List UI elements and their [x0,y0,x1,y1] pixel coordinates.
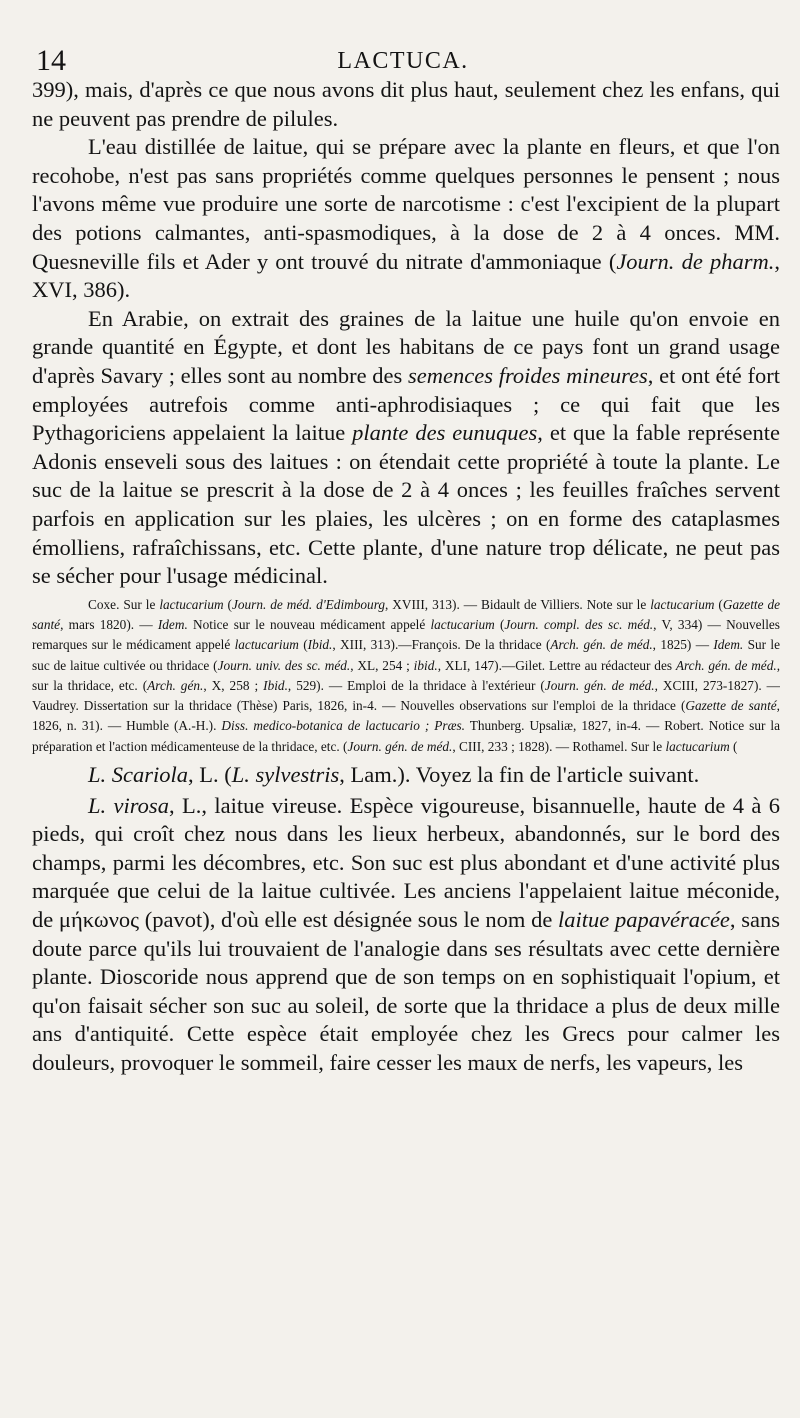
text-span: , et ont été fort employées autrefois comme anti-aphrodisiaques ; ce qui fait que les Pythagoriciens appelaient la laitue [32,362,780,446]
paragraph-virosa [32,792,780,1078]
italic-span: L. sylvestris [231,762,340,788]
italic-span: Journ. de méd. d'Edimbourg [231,596,386,612]
text-span: , XLI, 147).—Gilet. Lettre au rédacteur des [437,657,676,673]
text-span: , CIII, 233 ; 1828). — Rothamel. Sur le [452,738,666,754]
italic-span: Gazette de santé [32,596,780,632]
text-span: , Lam.). Voyez la fin de l'article suivant. [339,762,700,788]
text-span: Thunberg. Upsaliæ, 1827, in-4. — Robert. Notice sur la préparation et l'action médicamenteuse de la thridace, etc. ( [32,718,780,754]
text-span: , 1826, n. 31). — Humble (A.-H.). [32,698,780,734]
text-span: Sur le suc de laitue cultivée ou thridace ( [32,637,780,673]
text-span: ( [298,637,308,653]
italic-span: Arch. gén. [147,677,204,693]
italic-span: Idem. [713,637,744,653]
text-span: , XIII, 313).—François. De la thridace ( [332,637,551,653]
paragraph-arabie [32,305,780,591]
italic-span: ibid. [413,657,438,673]
italic-span: Diss. medico-botanica de lactucario ; Præs. [221,718,465,734]
italic-span: L. Scariola [88,762,189,788]
italic-span: Journ. de pharm. [616,248,775,274]
paragraph-eau-distillee [32,133,780,305]
italic-span: lactucarium [430,616,495,632]
italic-span: semences froides mineures [408,362,648,388]
text-span: , XVI, 386). [32,248,781,303]
italic-span: Idem. [157,616,188,632]
text-span: , XL, 254 ; [350,657,414,673]
paragraph-scariola [32,761,780,790]
italic-span: Ibid. [263,677,288,693]
italic-span: Arch. gén. de méd. [675,657,777,673]
italic-span: lactucarium [159,596,224,612]
text-span: L'eau distillée de laitue, qui se prépare avec la plante en fleurs, et que l'on recohobe, n'est pas sans propriétés comme quelques personnes le pensent ; nous l'avons même vue produire une sorte de narcotisme : c'est l'excipient de la plupart des potions calmantes, anti-spasmodiques, à la dose de 2 à 4 onces. MM. Quesneville fils et Ader y ont trouvé du nitrate d'ammoniaque ( [32,134,780,274]
italic-span: Ibid. [307,637,333,653]
text-span: 399), mais, d'après ce que nous avons dit plus haut, seulement chez les enfans, qui ne peuvent pas prendre de pilules. [32,77,780,131]
italic-span: lactucarium [665,738,730,754]
italic-span: Journ. univ. des sc. méd. [217,657,351,673]
italic-span: Arch. gén. de méd. [550,637,653,653]
page-number: 14 [36,44,66,77]
italic-span: lactucarium [650,596,715,612]
text-span: , sur la thridace, etc. ( [32,657,781,693]
page-body [32,76,780,1078]
running-title: LACTUCA. [337,48,469,74]
text-span: , V, 334) — Nouvelles remarques sur le médicament appelé [32,616,780,653]
text-span: Notice sur le nouveau médicament appelé [187,616,431,632]
text-span: ( [729,738,738,754]
text-span: , et que la fable représente Adonis enseveli sous des laitues : on étendait cette propriété à toute la plante. Le suc de la laitue se prescrit à la dose de 2 à 4 onces ; les feuilles fraîches servent parfois en application sur les plaies, les ulcères ; on en forme des cataplasmes émolliens, rafraîchissans, etc. Cette plante, d'une nature trop délicate, ne peut pas se sécher pour l'usage médicinal. [32,420,780,589]
text-span: , mars 1820). — [60,616,158,632]
italic-span: Gazette de santé [685,698,777,714]
text-span: ( [714,596,723,612]
italic-span: laitue papavéracée [558,907,730,933]
text-span: , 1825) — [652,637,714,653]
text-span: , XCIII, 273-1827). — Vaudrey. Dissertation sur la thridace (Thèse) Paris, 1826, in-4. — Nouvelles observations sur l'emploi de la thridace ( [32,677,780,714]
text-span: Coxe. Sur le [88,596,160,612]
italic-span: plante des eunuques [352,420,538,446]
bibliography-note [32,595,780,757]
text-span: , 529). — Emploi de la thridace à l'extérieur ( [287,677,545,693]
text-span: En Arabie, on extrait des graines de la laitue une huile qu'on envoie en grande quantité en Égypte, et dont les habitans de ce pays font un grand usage d'après Savary ; elles sont au nombre des [32,305,780,388]
italic-span: Journ. compl. des sc. méd. [504,616,654,632]
italic-span: lactucarium [234,637,299,653]
text-span: , XVIII, 313). — Bidault de Villiers. Note sur le [385,596,651,612]
italic-span: L. virosa [88,792,169,818]
italic-span: Journ. gén. de méd. [347,738,453,754]
text-span: , X, 258 ; [203,677,264,693]
text-span: ( [494,616,505,632]
text-span: ( [223,596,232,612]
text-span: , L. ( [188,762,232,788]
text-span: , sans doute parce qu'ils lui trouvaient de l'analogie dans ses résultats avec cette dernière plante. Dioscoride nous apprend que de son temps on en sophistiquait l'opium, et qu'on faisait sécher son suc au soleil, de sorte que la thridace a plus de deux mille ans d'antiquité. Cette espèce était employée chez les Grecs pour calmer les douleurs, provoquer le sommeil, faire cesser les maux de nerfs, les vapeurs, les [32,907,780,1075]
italic-span: Journ. gén. de méd. [544,677,655,693]
paragraph-continuation [32,76,780,133]
text-span: , L., laitue vireuse. Espèce vigoureuse, bisannuelle, haute de 4 à 6 pieds, qui croît chez nous dans les lieux herbeux, abandonnés, sur le bord des champs, parmi les décombres, etc. Son suc est plus abondant et d'une activité plus marquée que celui de la laitue cultivée. Les anciens l'appelaient laitue méconide, de μήκωνος (pavot), d'où elle est désignée sous le nom de [32,792,781,933]
